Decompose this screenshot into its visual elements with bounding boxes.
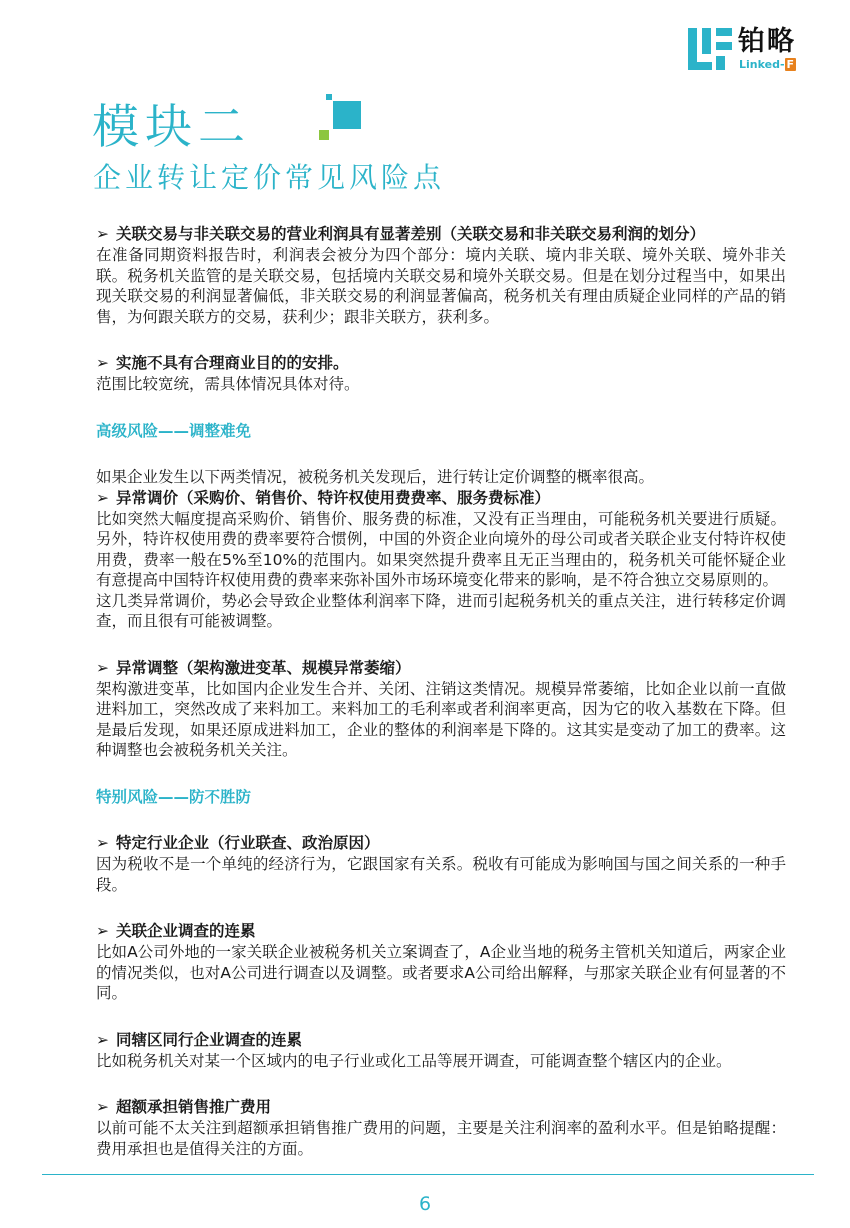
bullet-heading	[96, 658, 786, 679]
paragraph: 因为税收不是一个单纯的经济行为，它跟国家有关系。税收有可能成为影响国与国之间关系的一种手段。	[96, 855, 786, 894]
paragraph: 架构激进变革，比如国内企业发生合并、关闭、注销这类情况。规模异常萎缩，比如企业以前一直做进料加工，突然改成了来料加工。来料加工的毛利率或者利润率更高，因为它的收入基数在下降。但是最后发现，如果还原成进料加工，企业的整体的利润率是下降的。这其实是变动了加工的费率。这种调整也会被税务机关关注。	[96, 679, 786, 759]
bullet-heading	[96, 353, 786, 374]
paragraph: 比如突然大幅度提高采购价、销售价、服务费的标准，又没有正当理由，可能税务机关要进行质疑。另外，特许权使用费的费率要符合惯例，中国的外资企业向境外的母公司或者关联企业支付特许权使用费，费率一般在5%至10%的范围内。如果突然提升费率且无正当理由的，税务机关可能怀疑企业有意提高中国特许权使用费的费率来弥补国外市场环境变化带来的影响，是不符合独立交易原则的。	[96, 509, 786, 589]
bullet-heading	[96, 488, 786, 509]
arrow-bullet-icon: ➢	[96, 354, 109, 372]
arrow-bullet-icon: ➢	[96, 225, 109, 243]
bullet-heading-text: 异常调整（架构激进变革、规模异常萎缩）	[116, 658, 411, 677]
company-logo	[688, 26, 818, 74]
bullet-heading-text: 同辖区同行企业调查的连累	[116, 1030, 303, 1049]
bullet-heading	[96, 1030, 786, 1051]
paragraph: 范围比较宽统，需具体情况具体对待。	[96, 375, 360, 393]
decor-square-small-teal	[326, 94, 332, 100]
logo-english-name	[739, 58, 796, 71]
paragraph: 在准备同期资料报告时，利润表会被分为四个部分：境内关联、境内非关联、境外关联、境外非关联。税务机关监管的是关联交易，包括境内关联交易和境外关联交易。但是在划分过程当中，如果出现关联交易的利润显著偏低，非关联交易的利润显著偏高，税务机关有理由质疑企业同样的产品的销售，为何跟关联方的交易，获利少；跟非关联方，获利多。	[96, 246, 786, 326]
page-number: 6	[418, 1193, 432, 1215]
main-content	[96, 224, 786, 1159]
module-title: 模块二	[92, 100, 251, 155]
paragraph: 如果企业发生以下两类情况，被税务机关发现后，进行转让定价调整的概率很高。	[96, 468, 655, 486]
section-heading-special: 特别风险——防不胜防	[96, 787, 252, 806]
paragraph: 这几类异常调价，势必会导致企业整体利润率下降，进而引起税务机关的重点关注，进行转移定价调查，而且很有可能被调整。	[96, 591, 786, 630]
bullet-heading-text: 关联交易与非关联交易的营业利润具有显著差别（关联交易和非关联交易利润的划分）	[116, 225, 706, 243]
paragraph: 比如税务机关对某一个区域内的电子行业或化工品等展开调查，可能调查整个辖区内的企业。	[96, 1051, 732, 1070]
paragraph: 比如A公司外地的一家关联企业被税务机关立案调查了，A企业当地的税务主管机关知道后，两家企业的情况类似，也对A公司进行调查以及调整。或者要求A公司给出解释，与那家关联企业有何显著的不同。	[96, 943, 786, 1002]
arrow-bullet-icon: ➢	[96, 1030, 109, 1049]
module-subtitle: 企业转让定价常见风险点	[93, 161, 446, 194]
footer-divider	[42, 1174, 814, 1175]
section-heading-advanced: 高级风险——调整难免	[96, 421, 252, 440]
arrow-bullet-icon: ➢	[96, 834, 109, 852]
paragraph: 以前可能不太关注到超额承担销售推广费用的问题，主要是关注利润率的盈利水平。但是铂略提醒：费用承担也是值得关注的方面。	[96, 1119, 786, 1158]
bullet-heading-text: 实施不具有合理商业目的的安排。	[116, 354, 349, 372]
bullet-heading	[96, 833, 786, 854]
linked-f-logo-icon	[688, 28, 732, 70]
bullet-heading-text: 超额承担销售推广费用	[116, 1098, 272, 1116]
arrow-bullet-icon: ➢	[96, 1098, 109, 1116]
bullet-heading	[96, 1097, 786, 1118]
logo-english-prefix: Linked-	[739, 58, 785, 71]
arrow-bullet-icon: ➢	[96, 658, 109, 677]
bullet-heading	[96, 224, 786, 245]
arrow-bullet-icon: ➢	[96, 488, 109, 507]
logo-english-suffix: F	[786, 58, 795, 71]
bullet-heading-text: 特定行业企业（行业联查、政治原因）	[116, 834, 380, 852]
decor-square-large-teal	[333, 101, 361, 129]
arrow-bullet-icon: ➢	[96, 922, 109, 940]
bullet-heading-text: 关联企业调查的连累	[116, 922, 256, 940]
bullet-heading	[96, 921, 786, 942]
decor-square-green	[319, 130, 329, 140]
logo-chinese-name: 铂略	[738, 26, 796, 57]
bullet-heading-text: 异常调价（采购价、销售价、特许权使用费费率、服务费标准）	[116, 488, 551, 507]
